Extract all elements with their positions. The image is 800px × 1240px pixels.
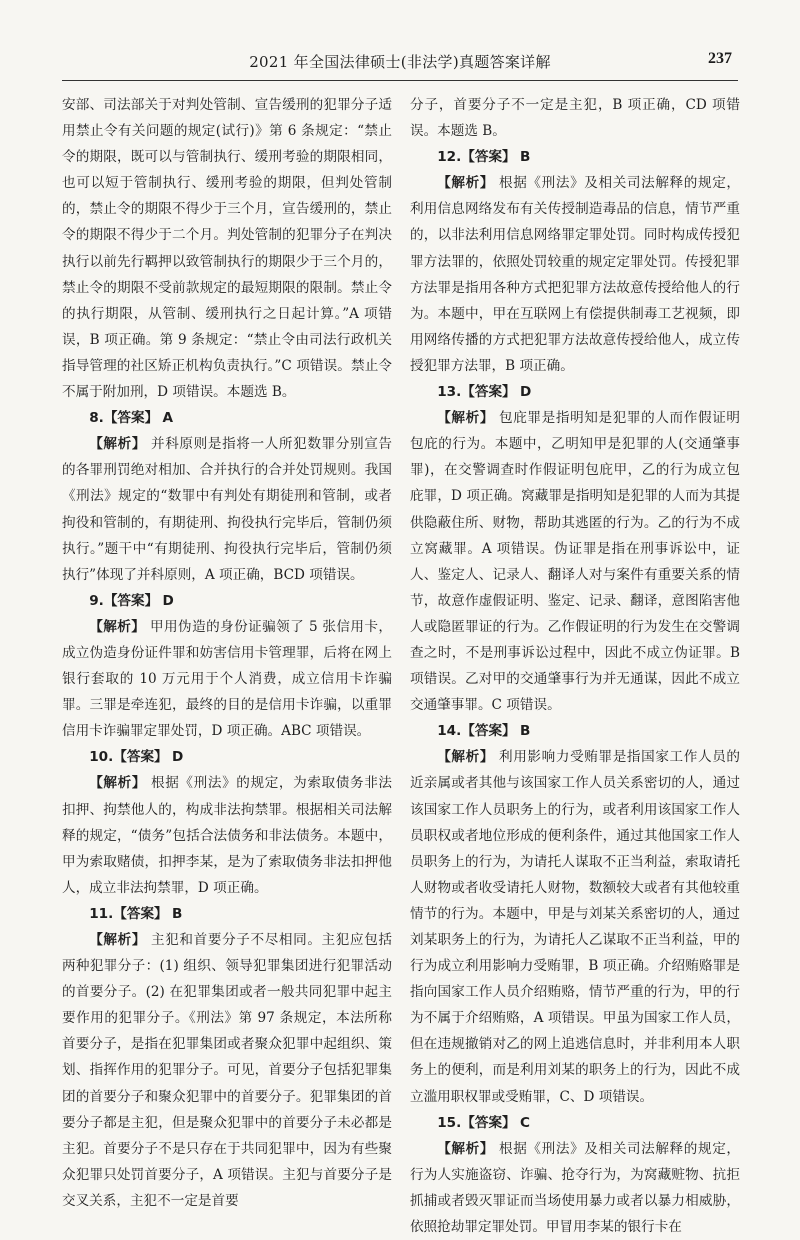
answer-value: B xyxy=(519,149,531,166)
answer-value: C xyxy=(519,1114,530,1131)
answer-label: 【答案】 xyxy=(461,723,516,740)
answer-label: 【答案】 xyxy=(461,1114,516,1131)
analysis-label: 【解析】 xyxy=(89,436,147,453)
analysis-label: 【解析】 xyxy=(89,775,147,792)
right-column xyxy=(410,92,740,1240)
answer-value: B xyxy=(519,723,531,740)
question-number: 11. xyxy=(89,905,114,922)
analysis-paragraph-13 xyxy=(410,405,740,718)
continued-paragraph: 安部、司法部关于对判处管制、宣告缓刑的犯罪分子适用禁止令有关问题的规定(试行)》第 6 条规定：“禁止令的期限，既可以与管制执行、缓刑考验的期限相同，也可以短于管制执行、缓刑考验的期限，但判处管制的，禁止令的期限不得少于三个月，宣告缓刑的，禁止令的期限不得少于二个月。判处管制的犯罪分子在判决执行以前先行羁押以致管制执行的期限少于三个月的，禁止令的期限不受前款规定的最短期限的限制。禁止令的执行期限，从管制、缓刑执行之日起计算。”A 项错误，B 项正确。第 9 条规定：“禁止令由司法行政机关指导管理的社区矫正机构负责执行。”C 项错误。禁止令不属于附加刑，D 项错误。本题选 B。 xyxy=(62,97,392,401)
analysis-label: 【解析】 xyxy=(437,410,495,427)
question-number: 15. xyxy=(437,1114,462,1131)
analysis-paragraph-8 xyxy=(62,431,392,588)
analysis-text: 根据《刑法》及相关司法解释的规定，利用信息网络发布有关传授制造毒品的信息，情节严重的，以非法利用信息网络罪定罪处罚。同时构成传授犯罪方法罪的，依照处罚较重的规定定罪处罚。传授犯罪方法罪是指用各种方式把犯罪方法故意传授给他人的行为。本题中，甲在互联网上有偿提供制毒工艺视频，即用网络传播的方式把犯罪方法故意传授给他人，成立传授犯罪方法罪，B 项正确。 xyxy=(410,175,741,374)
answer-line-15 xyxy=(410,1110,740,1136)
answer-value: D xyxy=(519,384,532,401)
page-number: 237 xyxy=(708,50,732,67)
left-column xyxy=(62,92,392,1214)
question-number: 8. xyxy=(89,410,104,427)
answer-label: 【答案】 xyxy=(103,592,159,609)
answer-line-12 xyxy=(410,144,740,170)
answer-value: A xyxy=(162,410,174,427)
analysis-text: 并科原则是指将一人所犯数罪分别宣告的各罪刑罚绝对相加、合并执行的合并处罚规则。我国《刑法》规定的“数罪中有判处有期徒刑和管制，或者拘役和管制的，有期徒刑、拘役执行完毕后，管制仍须执行。”题干中“有期徒刑、拘役执行完毕后，管制仍须执行”体现了并科原则，A 项正确，BCD 项错误。 xyxy=(62,436,393,583)
answer-line-14 xyxy=(410,718,740,744)
analysis-text: 根据《刑法》及相关司法解释的规定，行为人实施盗窃、诈骗、抢夺行为，为窝藏赃物、抗拒抓捕或者毁灭罪证而当场使用暴力或者以暴力相威胁，依照抢劫罪定罪处罚。甲冒用李某的银行卡在 xyxy=(410,1140,741,1236)
analysis-text: 主犯和首要分子不尽相同。主犯应包括两种犯罪分子：(1) 组织、领导犯罪集团进行犯罪活动的首要分子。(2) 在犯罪集团或者一般共同犯罪中起主要作用的犯罪分子。《刑法》第 97 条规定，本法所称首要分子，是指在犯罪集团或者聚众犯罪中起组织、策划、指挥作用的犯罪分子。可见，首要分子包括犯罪集团的首要分子和聚众犯罪中的首要分子。犯罪集团的首要分子都是主犯，但是聚众犯罪中的首要分子未必都是主犯。首要分子不是只存在于共同犯罪中，因为有些聚众犯罪只处罚首要分子，A 项错误。主犯与首要分子是交叉关系，主犯不一定是首要 xyxy=(62,932,393,1209)
analysis-text: 甲用伪造的身份证骗领了 5 张信用卡，成立伪造身份证件罪和妨害信用卡管理罪，后将在网上银行套取的 10 万元用于个人消费，成立信用卡诈骗罪。三罪是牵连犯，最终的目的是信用卡诈骗，以重罪信用卡诈骗罪定罪处罚，D 项正确。ABC 项错误。 xyxy=(62,618,393,740)
analysis-paragraph-11 xyxy=(62,927,392,1214)
answer-line-11 xyxy=(62,901,392,927)
analysis-text: 根据《刑法》的规定，为索取债务非法扣押、拘禁他人的，构成非法拘禁罪。根据相关司法解释的规定，“债务”包括合法债务和非法债务。本题中，甲为索取赌债，扣押李某，是为了索取债务非法扣押他人，成立非法拘禁罪，D 项正确。 xyxy=(62,775,393,896)
answer-line-10 xyxy=(62,744,392,770)
continued-paragraph: 分子，首要分子不一定是主犯，B 项正确，CD 项错误。本题选 B。 xyxy=(410,97,740,140)
analysis-paragraph-9 xyxy=(62,614,392,744)
analysis-label: 【解析】 xyxy=(437,175,495,192)
analysis-text: 包庇罪是指明知是犯罪的人而作假证明包庇的行为。本题中，乙明知甲是犯罪的人(交通肇事罪)，在交警调查时作假证明包庇甲，乙的行为成立包庇罪，D 项正确。窝藏罪是指明知是犯罪的人而为其提供隐蔽住所、财物，帮助其逃匿的行为。乙的行为不成立窝藏罪。A 项错误。伪证罪是指在刑事诉讼中，证人、鉴定人、记录人、翻译人对与案件有重要关系的情节，故意作虚假证明、鉴定、记录、翻译，意图陷害他人或隐匿罪证的行为。乙作假证明的行为发生在交警调查之时，不是刑事诉讼过程中，因此不成立伪证罪。B 项错误。乙对甲的交通肇事行为并无通谋，因此不成立交通肇事罪。C 项错误。 xyxy=(410,410,741,714)
analysis-paragraph-14 xyxy=(410,744,740,1109)
answer-line-13 xyxy=(410,379,740,405)
analysis-text: 利用影响力受贿罪是指国家工作人员的近亲属或者其他与该国家工作人员关系密切的人，通过该国家工作人员职务上的行为，或者利用该国家工作人员职权或者地位形成的便利条件，通过其他国家工作人员职务上的行为，为请托人谋取不正当利益，索取请托人财物或者收受请托人财物，数额较大或者有其他较重情节的行为。本题中，甲是与刘某关系密切的人，通过刘某职务上的行为，为请托人乙谋取不正当利益，甲的行为成立利用影响力受贿罪，B 项正确。介绍贿赂罪是指向国家工作人员介绍贿赂，情节严重的行为，甲的行为不属于介绍贿赂，A 项错误。甲虽为国家工作人员，但在违规撤销对乙的网上追逃信息时，并非利用本人职务上的便利，而是利用刘某的职务上的行为，因此不成立滥用职权罪或受贿罪，C、D 项错误。 xyxy=(410,749,741,1105)
answer-label: 【答案】 xyxy=(103,410,159,427)
analysis-paragraph-15 xyxy=(410,1136,740,1240)
analysis-label: 【解析】 xyxy=(437,1140,495,1157)
header-title: 2021 年全国法律硕士(非法学)真题答案详解 xyxy=(249,53,551,71)
answer-line-9 xyxy=(62,588,392,614)
question-number: 14. xyxy=(437,723,462,740)
analysis-label: 【解析】 xyxy=(89,618,146,635)
analysis-label: 【解析】 xyxy=(437,749,495,766)
answer-line-8 xyxy=(62,405,392,431)
analysis-paragraph-12 xyxy=(410,170,740,379)
question-number: 9. xyxy=(89,592,104,609)
answer-label: 【答案】 xyxy=(461,149,516,166)
answer-value: D xyxy=(171,749,184,766)
answer-value: D xyxy=(162,592,174,609)
answer-label: 【答案】 xyxy=(113,749,168,766)
question-number: 12. xyxy=(437,149,462,166)
running-header xyxy=(62,46,738,81)
answer-label: 【答案】 xyxy=(113,905,168,922)
question-number: 13. xyxy=(437,384,462,401)
analysis-label: 【解析】 xyxy=(89,932,147,948)
answer-value: B xyxy=(171,905,183,922)
analysis-paragraph-10 xyxy=(62,770,392,900)
question-number: 10. xyxy=(89,749,114,766)
answer-label: 【答案】 xyxy=(461,384,516,401)
